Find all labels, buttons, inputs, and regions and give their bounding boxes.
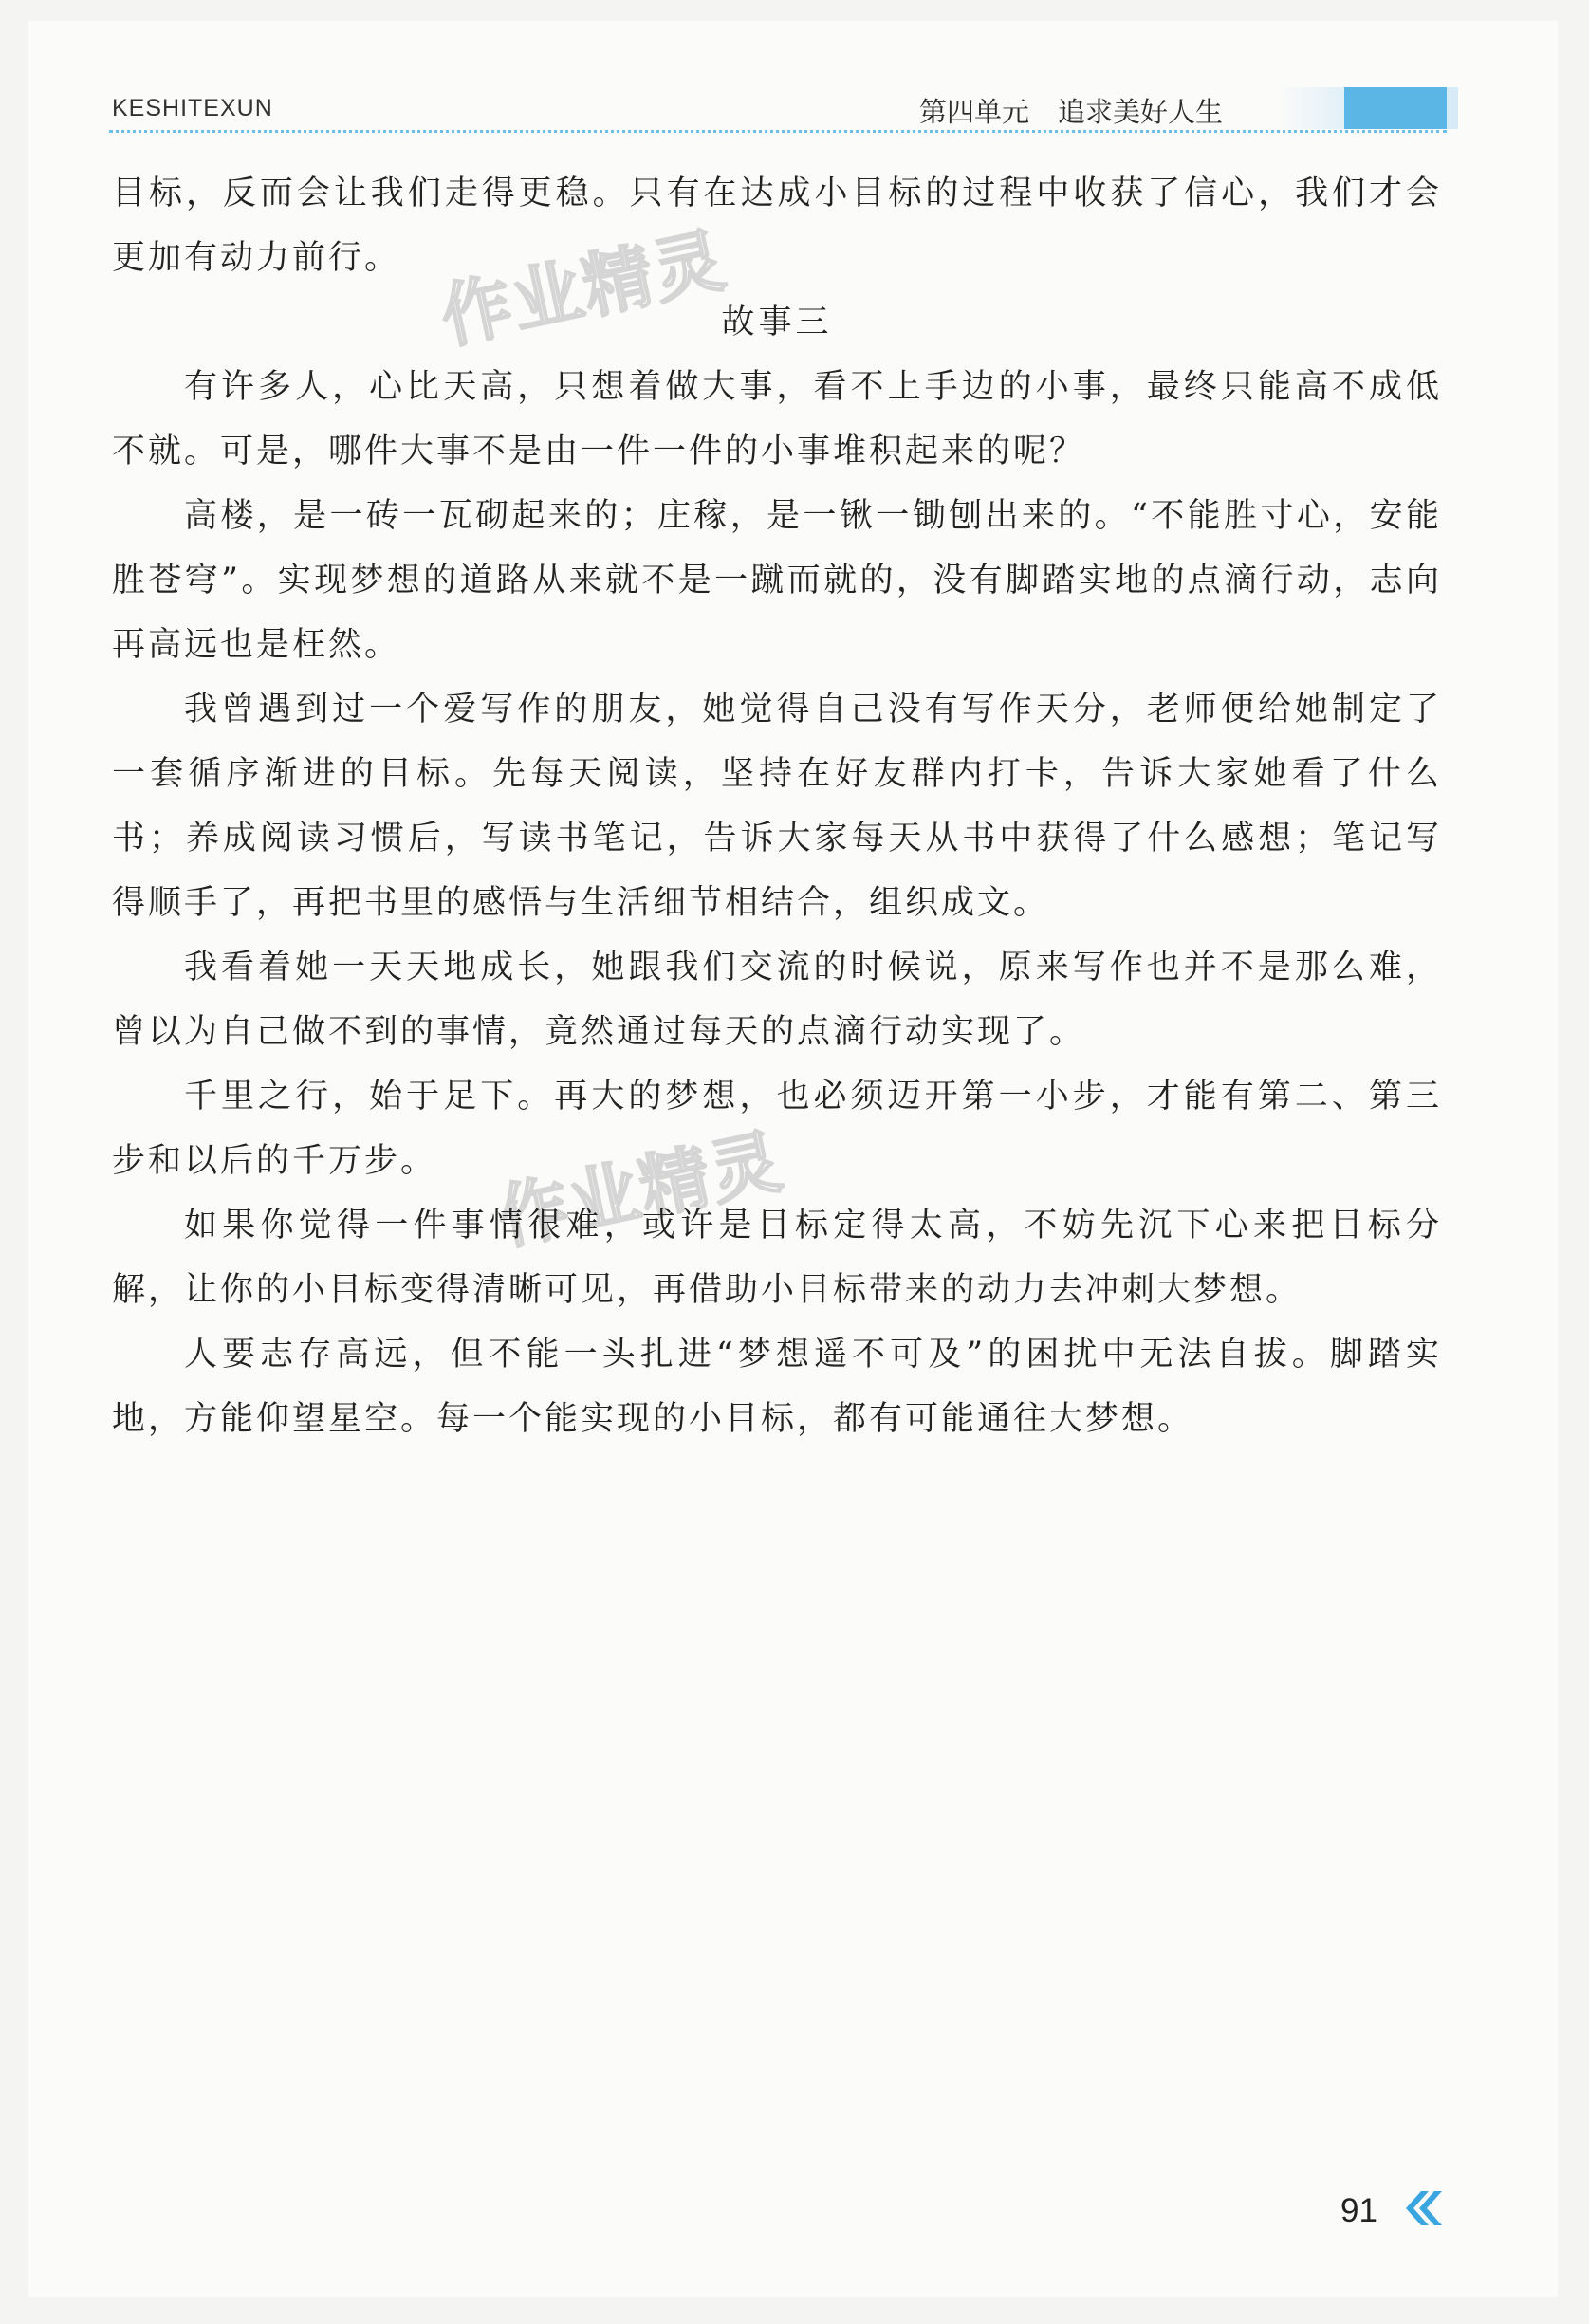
double-chevron-left-icon (1400, 2187, 1444, 2229)
paragraph: 人要志存高远，但不能一头扎进“梦想遥不可及”的困扰中无法自拔。脚踏实地，方能仰望星空。每一个能实现的小目标，都有可能通往大梦想。 (112, 1336, 1442, 1438)
header-dotted-rule (109, 130, 1447, 133)
paragraph: 千里之行，始于足下。再大的梦想，也必须迈开第一小步，才能有第二、第三步和以后的千万步。 (112, 1078, 1442, 1180)
unit-title (919, 91, 1223, 130)
unit-name: 追求美好人生 (1058, 96, 1224, 128)
paragraph-continuation: 目标，反而会让我们走得更稳。只有在达成小目标的过程中收获了信心，我们才会更加有动力前行。 (112, 175, 1442, 277)
header-accent-bar (1344, 87, 1447, 129)
article-body (112, 161, 1442, 1451)
story-title: 故事三 (721, 304, 833, 341)
unit-number: 第四单元 (919, 96, 1030, 128)
paragraph: 有许多人，心比天高，只想着做大事，看不上手边的小事，最终只能高不成低不就。可是，哪件大事不是由一件一件的小事堆积起来的呢？ (112, 368, 1442, 470)
paragraph: 高楼，是一砖一瓦砌起来的；庄稼，是一锹一锄刨出来的。“不能胜寸心，安能胜苍穹”。实现梦想的道路从来就不是一蹴而就的，没有脚踏实地的点滴行动，志向再高远也是枉然。 (112, 497, 1442, 664)
running-header (109, 87, 1437, 131)
paragraph: 我看着她一天天地成长，她跟我们交流的时候说，原来写作也并不是那么难，曾以为自己做不到的事情，竟然通过每天的点滴行动实现了。 (112, 949, 1442, 1051)
paragraph: 如果你觉得一件事情很难，或许是目标定得太高，不妨先沉下心来把目标分解，让你的小目标变得清晰可见，再借助小目标带来的动力去冲刺大梦想。 (112, 1207, 1442, 1309)
series-code: KESHITEXUN (112, 95, 273, 121)
watermark: 作业精灵 (490, 1120, 790, 1261)
paragraph: 我曾遇到过一个爱写作的朋友，她觉得自己没有写作天分，老师便给她制定了一套循序渐进的目标。先每天阅读，坚持在好友群内打卡，告诉大家她看了什么书；养成阅读习惯后，写读书笔记，告诉大家每天从书中获得了什么感想；笔记写得顺手了，再把书里的感悟与生活细节相结合，组织成文。 (112, 691, 1442, 922)
watermark: 作业精灵 (434, 219, 733, 360)
page-number: 91 (1340, 2192, 1377, 2229)
